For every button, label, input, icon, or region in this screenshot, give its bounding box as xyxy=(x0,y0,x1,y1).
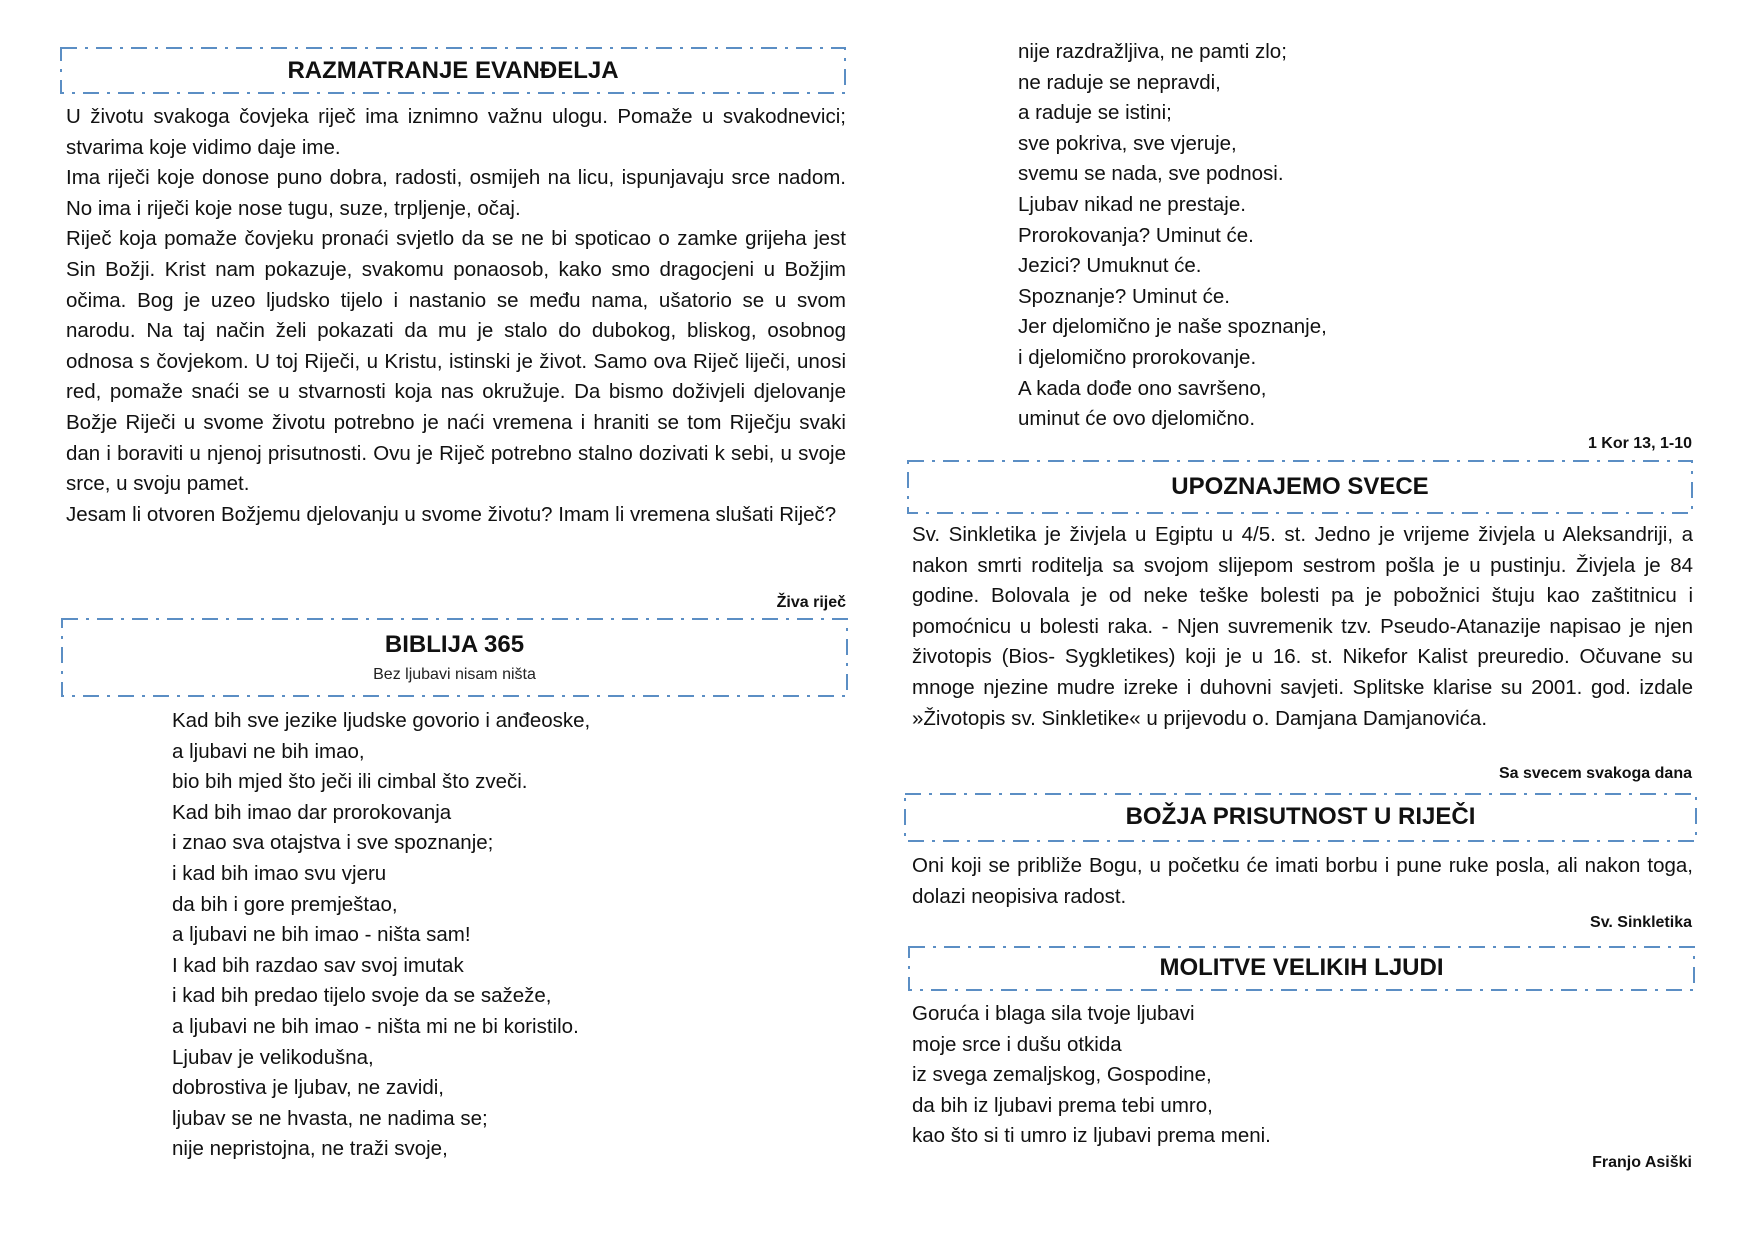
verse-line: Ljubav je velikodušna, xyxy=(172,1045,374,1069)
verse-line: svemu se nada, sve podnosi. xyxy=(1018,162,1284,186)
verse-line: I kad bih razdao sav svoj imutak xyxy=(172,953,464,977)
verse-line: A kada dođe ono savršeno, xyxy=(1018,376,1267,400)
section-title: MOLITVE VELIKIH LJUDI xyxy=(1159,954,1444,981)
verse-line: a ljubavi ne bih imao, xyxy=(172,739,365,763)
verse-line: Jezici? Umuknut će. xyxy=(1018,254,1202,278)
section-header-prisutnost xyxy=(904,793,1697,842)
verse-line: dobrostiva je ljubav, ne zavidi, xyxy=(172,1076,444,1100)
source-attribution: Živa riječ xyxy=(776,594,846,611)
section-header-razmatranje xyxy=(60,47,846,94)
paragraph: U životu svakoga čovjeka riječ ima iznimno važnu ulogu. Pomaže u svakodnevici; stvarima koje vidimo daje ime. xyxy=(66,105,846,159)
verse-line: Jer djelomično je naše spoznanje, xyxy=(1018,315,1327,339)
verse-line: Kad bih imao dar prorokovanja xyxy=(172,800,452,824)
section-header-molitve xyxy=(908,946,1695,991)
source-attribution: Sa svecem svakoga dana xyxy=(1498,765,1692,782)
paragraph: Jesam li otvoren Božjemu djelovanju u svome životu? Imam li vremena slušati Riječ? xyxy=(66,502,837,526)
verse-line: Spoznanje? Uminut će. xyxy=(1018,284,1230,308)
verse-line: a ljubavi ne bih imao - ništa mi ne bi koristilo. xyxy=(172,1014,579,1038)
verse-line: nije razdražljiva, ne pamti zlo; xyxy=(1018,40,1287,63)
biblija-verses-continued xyxy=(1018,37,1327,435)
prisutnost-body xyxy=(912,851,1693,912)
prayer-lines xyxy=(912,999,1271,1152)
section-title: BOŽJA PRISUTNOST U RIJEČI xyxy=(1125,803,1476,830)
razmatranje-body xyxy=(66,102,846,530)
verse-line: sve pokriva, sve vjeruje, xyxy=(1018,131,1237,155)
verse-line: Ljubav nikad ne prestaje. xyxy=(1018,192,1246,216)
source-attribution: Sv. Sinkletika xyxy=(1590,914,1692,931)
prayer-line: da bih iz ljubavi prema tebi umro, xyxy=(912,1093,1213,1117)
source-attribution: 1 Kor 13, 1-10 xyxy=(1587,435,1692,452)
verse-line: uminut će ovo djelomično. xyxy=(1018,407,1256,431)
prayer-line: iz svega zemaljskog, Gospodine, xyxy=(912,1063,1212,1087)
paragraph: Oni koji se približe Bogu, u početku će imati borbu i pune ruke posla, ali nakon toga, dolazi neopisiva radost. xyxy=(912,854,1693,908)
section-title: BIBLIJA 365 xyxy=(384,631,525,658)
svece-body xyxy=(912,520,1693,734)
prayer-line: Goruća i blaga sila tvoje ljubavi xyxy=(912,1002,1195,1025)
section-header-svece xyxy=(907,460,1693,514)
section-title: RAZMATRANJE EVANĐELJA xyxy=(287,57,619,84)
verse-line: nije nepristojna, ne traži svoje, xyxy=(172,1137,448,1161)
verse-line: bio bih mjed što ječi ili cimbal što zveči. xyxy=(172,770,528,794)
verse-line: i kad bih imao svu vjeru xyxy=(172,861,387,885)
section-subtitle: Bez ljubavi nisam ništa xyxy=(373,666,536,683)
biblija-verses xyxy=(172,706,590,1165)
verse-line: ljubav se ne hvasta, ne nadima se; xyxy=(172,1106,488,1130)
verse-line: da bih i gore premještao, xyxy=(172,892,398,916)
section-title: UPOZNAJEMO SVECE xyxy=(1171,473,1429,500)
verse-line: Prorokovanja? Uminut će. xyxy=(1018,223,1254,247)
verse-line: Kad bih sve jezike ljudske govorio i anđeoske, xyxy=(172,709,591,732)
verse-line: i kad bih predao tijelo svoje da se sažeže, xyxy=(172,984,552,1008)
verse-line: a raduje se istini; xyxy=(1018,101,1172,125)
verse-line: ne raduje se nepravdi, xyxy=(1018,70,1221,94)
verse-line: a ljubavi ne bih imao - ništa sam! xyxy=(172,923,471,947)
section-header-biblija xyxy=(61,618,848,697)
paragraph: Riječ koja pomaže čovjeku pronaći svjetlo da se ne bi spoticao o zamke grijeha jest Sin Božji. Krist nam pokazuje, svakomu ponaosob, kako smo dragocjeni u Božjim očima. Bog je uzeo ljudsko tijelo i nastanio se među nama, ušatorio se u svom narodu. Na taj način želi pokazati da mu je stalo do dubokog, bliskog, osobnog odnosa s čovjekom. U toj Riječi, u Kristu, istinski je život. Samo ova Riječ liječi, unosi red, pomaže snaći se u stvarnosti koja nas okružuje. Da bismo doživjeli djelovanje Božje Riječi u svome životu potrebno je naći vremena i hraniti se tom Riječju svaki dan i boraviti u njenoj prisutnosti. Ovu je Riječ potrebno stalno dozivati k sebi, u svoje srce, u svoju pamet. xyxy=(66,227,846,496)
paragraph: Ima riječi koje donose puno dobra, radosti, osmijeh na licu, ispunjavaju srce nadom. No ima i riječi koje nose tugu, suze, trpljenje, očaj. xyxy=(66,166,846,220)
paragraph: Sv. Sinkletika je živjela u Egiptu u 4/5. st. Jedno je vrijeme živjela u Aleksandriji, a nakon smrti roditelja sa svojom slijepom sestrom pošla je u pustinju. Živjela je 84 godine. Bolovala je od neke teške bolesti pa je pobožnici štuju kao zaštitnicu i pomoćnicu u bolesti raka. - Njen suvremenik tzv. Pseudo-Atanazije napisao je njen životopis (Bios- Sygkletikes) koji je u 16. st. Nikefor Kalist preuredio. Očuvane su mnoge njezine mudre izreke i duhovni savjeti. Splitske klarise su 2001. god. izdale »Životopis sv. Sinkletike« u prijevodu o. Damjana Damjanovića. xyxy=(912,523,1693,730)
verse-line: i djelomično prorokovanje. xyxy=(1018,345,1257,369)
prayer-line: moje srce i dušu otkida xyxy=(912,1032,1122,1056)
verse-line: i znao sva otajstva i sve spoznanje; xyxy=(172,831,494,855)
source-attribution: Franjo Asiški xyxy=(1592,1154,1692,1171)
prayer-line: kao što si ti umro iz ljubavi prema meni. xyxy=(912,1124,1271,1148)
